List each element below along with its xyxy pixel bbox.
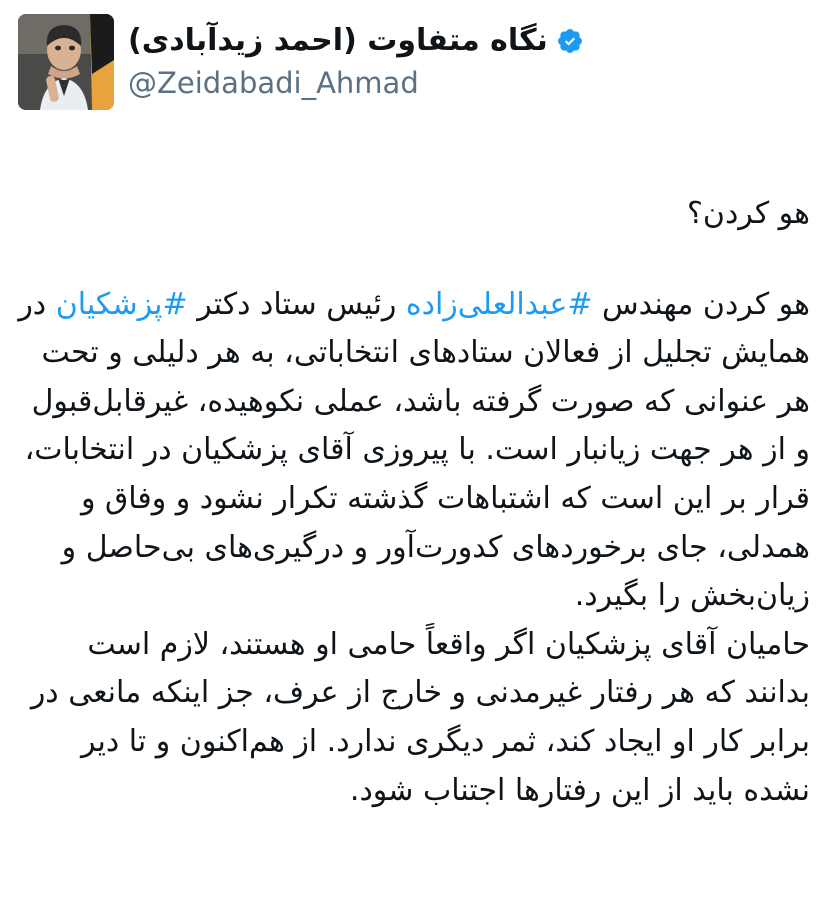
verified-badge-icon [556, 27, 584, 55]
account-display-name: نگاه متفاوت (احمد زیدآبادی) [128, 23, 548, 58]
account-identity [128, 14, 810, 100]
tweet-text [18, 190, 810, 815]
tweet-line-question: هو کردن؟ [686, 196, 810, 231]
paragraph-gap [18, 239, 810, 281]
tweet-paragraph-2: حامیان آقای پزشکیان اگر واقعاً حامی او هستند، لازم است بدانند که هر رفتار غیرمدنی و خارج از عرف، جز اینکه مانعی در برابر کار او ایجاد کند، ثمر دیگری ندارد. از هم‌اکنون و تا دیر نشده باید از این رفتارها اجتناب شود. [30, 626, 810, 808]
tweet-paragraph-1 [18, 281, 810, 621]
name-row [128, 22, 810, 60]
tweet-p1-segment-1: هو کردن مهندس [592, 286, 810, 322]
tweet-header [18, 14, 810, 134]
tweet-p1-segment-2: رئیس ستاد دکتر [187, 286, 406, 322]
hashtag-pezeshkian[interactable]: #پزشکیان [55, 286, 188, 322]
account-handle[interactable]: @Zeidabadi_Ahmad [128, 65, 419, 100]
avatar[interactable] [18, 14, 114, 110]
tweet-p1-segment-3: در همایش تجلیل از فعالان ستادهای انتخاباتی، به هر دلیلی و تحت هر عنوانی که صورت گرفته باشد، عملی نکوهیده، غیرقابل‌قبول و از هر جهت زیانبار است. با پیروزی آقای پزشکیان در انتخابات، قرار بر این است که اشتباهات گذشته تکرار نشود و وفاق و همدلی، جای برخوردهای کدورت‌آور و درگیری‌های بی‌حاصل و زیان‌بخش را بگیرد. [18, 286, 810, 614]
hashtag-abdolalizadeh[interactable]: #عبدالعلی‌زاده [405, 286, 593, 322]
